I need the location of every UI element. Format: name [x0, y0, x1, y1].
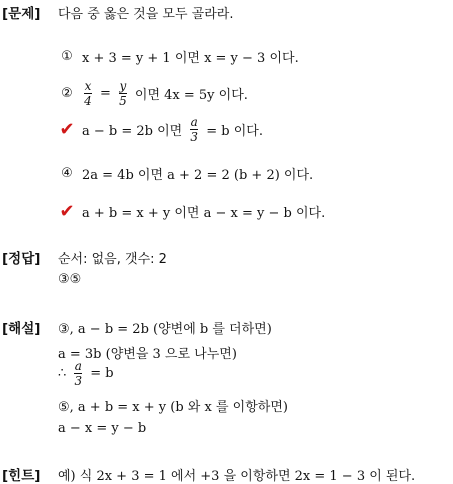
explanation-line-1: ③, a − b = 2b (양변에 b 를 더하면) — [58, 322, 272, 337]
explanation-line-4: ⑤, a + b = x + y (b 와 x 를 이항하면) — [58, 400, 288, 415]
problem-tag: [문제] — [2, 6, 41, 22]
option-5-checkmark-icon: ✔ — [59, 200, 75, 222]
answer-line-1: 순서: 없음, 갯수: 2 — [58, 252, 167, 267]
explanation-line-5: a − x = y − b — [58, 421, 147, 436]
option-5 — [58, 202, 325, 221]
therefore-symbol: ∴ — [58, 366, 67, 381]
explanation-line-3-post: = b — [90, 366, 114, 381]
answer-tag: [정답] — [2, 251, 41, 267]
option-3-fraction: $\frac{a}{3}$ — [190, 115, 199, 144]
option-2-fraction-2: $\frac{y}{5}$ — [119, 79, 127, 108]
option-3-post: = b 이다. — [206, 124, 263, 139]
option-4 — [58, 164, 313, 183]
answer-line-2: ③⑤ — [58, 272, 82, 287]
hint-text: 예) 식 2x + 3 = 1 에서 +3 을 이항하면 2x = 1 − 3 이 된다. — [58, 469, 416, 484]
option-5-text: a + b = x + y 이면 a − x = y − b 이다. — [82, 206, 326, 221]
explanation-tag: [해설] — [2, 321, 41, 337]
option-2-mark: ② — [61, 86, 73, 101]
option-1 — [58, 47, 299, 66]
option-4-mark: ④ — [61, 166, 73, 181]
option-2-equals: = — [100, 86, 111, 101]
option-3-checkmark-icon: ✔ — [59, 118, 75, 140]
explanation-line-3 — [58, 360, 114, 387]
option-3-pre: a − b = 2b 이면 — [82, 124, 183, 139]
explanation-line-2: a = 3b (양변을 3 으로 나누면) — [58, 347, 237, 362]
option-2-fraction-1: $\frac{x}{4}$ — [84, 79, 92, 108]
problem-prompt: 다음 중 옳은 것을 모두 골라라. — [58, 7, 234, 22]
option-1-text: x + 3 = y + 1 이면 x = y − 3 이다. — [82, 51, 299, 66]
option-4-text: 2a = 4b 이면 a + 2 = 2 (b + 2) 이다. — [82, 168, 314, 183]
option-3 — [58, 116, 263, 143]
option-1-mark: ① — [61, 49, 73, 64]
explanation-fraction: $\frac{a}{3}$ — [74, 359, 83, 388]
option-2 — [58, 80, 248, 107]
option-2-rest: 이면 4x = 5y 이다. — [134, 88, 248, 103]
hint-tag: [힌트] — [2, 468, 41, 484]
